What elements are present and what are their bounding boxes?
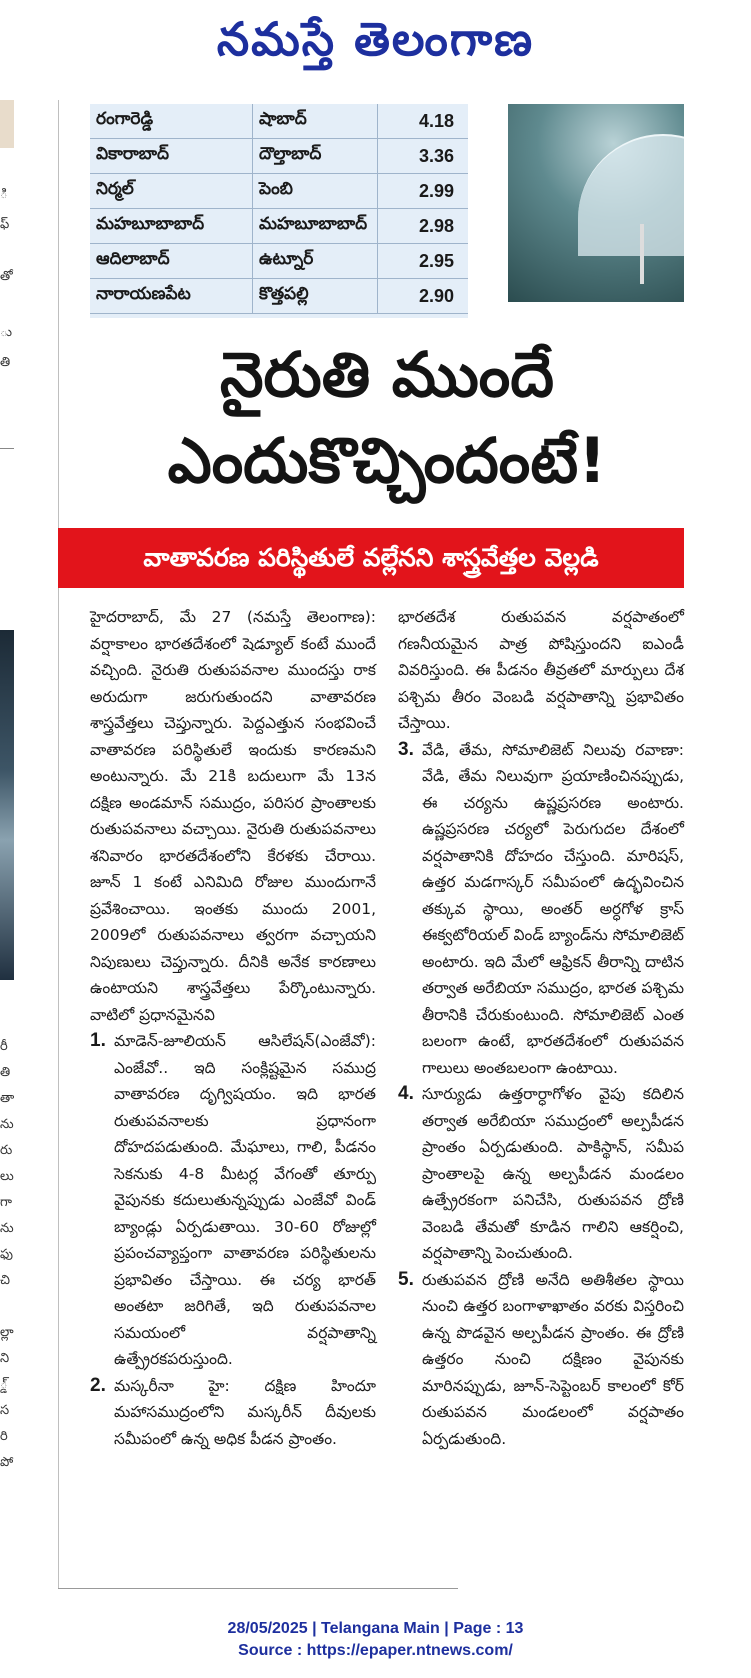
adjacent-text-fragment: రు [0,1143,13,1158]
point-number: 2. [90,1374,106,1396]
rainfall-value-cell: 3.36 [378,139,469,174]
adjacent-thumbnail [0,100,14,148]
article-column-left [90,604,376,1452]
point-text: సూర్యుడు ఉత్తరార్ధాగోళం వైపు కదిలిన తర్వాత అరేబియా సముద్రంలో అల్పపీడన ప్రాంతం ఏర్పడుతుంది. పాకిస్థాన్, సమీప ప్రాంతాలపై ఉన్న అల్పపీడన మండలం ఉత్ప్రేరకంగా పనిచేసి, రుతుపవన ద్రోణి వెంబడి తేమతో కూడిన గాలిని ఆకర్షించి, వర్షపాతాన్ని పెంచుతుంది. [422,1085,684,1262]
subheadline-banner: వాతావరణ పరిస్థితులే వల్లేనని శాస్త్రవేత్తల వెల్లడి [58,528,684,588]
adjacent-text-fragment: రి [0,1429,8,1444]
rainfall-value-cell: 2.98 [378,209,469,244]
numbered-point [90,1373,376,1453]
headline-line: నైరుతి ముందే [219,338,555,411]
divider [0,448,14,449]
rain-umbrella-photo [508,104,684,302]
headline [90,332,684,504]
umbrella-shape [578,134,684,256]
place-cell: దౌల్తాబాద్ [253,139,378,174]
adjacent-text-fragment: ఫ్ [0,217,10,232]
rainfall-value-cell: 2.90 [378,279,469,314]
numbered-point [398,1081,684,1267]
masthead: నమస్తే తెలంగాణ [216,12,535,66]
place-cell: ఉట్నూర్ [253,244,378,279]
table-row [90,104,468,139]
adjacent-text-fragment: లు [0,1169,14,1184]
table-row [90,139,468,174]
numbered-point [90,1028,376,1373]
adjacent-text-fragment: స [0,1403,10,1418]
adjacent-text-fragment: ను [0,1117,14,1132]
place-cell: పెంబి [253,174,378,209]
adjacent-text-fragment: ఫు [0,1247,13,1262]
point-text: మాడెన్-జూలియన్ ఆసిలేషన్(ఎంజేవో): ఎంజేవో.. ఇది సంక్లిష్టమైన సముద్ర వాతావరణ దృగ్విషయం. ఇది భారత రుతుపవనాలకు ప్రధానంగా దోహదపడుతుంది. మేఘాలు, గాలి, పీడనం సెకనుకు 4-8 మీటర్ల వేగంతో తూర్పు వైపునకు కదులుతున్నప్పుడు ఎంజేవో విండ్ బ్యాండ్లు ఏర్పడుతాయి. 30-60 రోజుల్లో ప్రపంచవ్యాప్తంగా వాతావరణ పరిస్థితులను ప్రభావితం చేస్తాయి. ఈ చర్య భారత్ అంతటా జరిగితే, ఇది రుతుపవనాల సమయంలో వర్షపాతాన్ని ఉత్ప్రేరకపరుస్తుంది. [114,1032,376,1368]
footer-source-link[interactable]: Source : https://epaper.ntnews.com/ [238,1642,513,1659]
adjacent-photo [0,630,14,980]
adjacent-text-fragment: తి [0,1065,11,1080]
rainfall-value-cell: 2.99 [378,174,469,209]
table-row [90,244,468,279]
point-number: 1. [90,1030,106,1051]
district-cell: ఆదిలాబాద్ [90,244,253,279]
numbered-point [398,737,684,1082]
adjacent-text-fragment: తి [0,355,11,370]
adjacent-text-fragment: పో [0,1455,14,1470]
table-row [90,209,468,244]
adjacent-text-fragment: చి [0,1273,10,1288]
place-cell: షాబాద్ [253,104,378,139]
headline-line: ఎందుకొచ్చిందంటే! [167,424,607,497]
place-cell: మహబూబాబాద్ [253,209,378,244]
adjacent-article-strip [0,100,14,1580]
district-cell: నిర్మల్ [90,174,253,209]
point-number: 4. [398,1083,414,1104]
adjacent-text-fragment: తో [0,269,13,284]
numbered-point [398,1267,684,1453]
point-text: రుతుపవన ద్రోణి అనేది అతిశీతల స్థాయి నుంచి ఉత్తర బంగాళాఖాతం వరకు విస్తరించి ఉన్న పొడవైన అల్పపీడన ప్రాంతం. ఈ ద్రోణి ఉత్తరం నుంచి దక్షిణం వైపునకు మారినప్పుడు, జూన్-సెప్టెంబర్ కాలంలో కోర్ రుతుపవన మండలంలో వర్షపాతం ఏర్పడుతుంది. [422,1270,684,1448]
point-number: 3. [398,738,414,760]
adjacent-text-fragment: ని [0,1351,10,1366]
table-row [90,279,468,314]
rainfall-value-cell: 4.18 [378,104,469,139]
table-row [90,174,468,209]
article-paragraph: భారతదేశ రుతుపవన వర్షపాతంలో గణనీయమైన పాత్ర పోషిస్తుందని ఐఎండీ వివరిస్తుంది. ఈ పీడనం తీవ్రతలో మార్పులు దేశ పశ్చిమ తీరం వెంబడి వర్షపాతాన్ని ప్రభావితం చేస్తాయి. [398,608,684,732]
point-text: వేడి, తేమ, సోమాలిజెట్ నిలువు రవాణా: వేడి, తేమ నిలువుగా ప్రయాణించినప్పుడు, ఈ చర్యను ఉష్ణప్రసరణ అంటారు. ఉష్ణప్రసరణ చర్యలో పెరుగుదల దేశంలో వర్షపాతానికి దోహదం చేస్తుంది. మారిషస్, ఉత్తర మడగాస్కర్ సమీపంలో ఉద్భవించిన తక్కువ స్థాయి, అంతర్ అర్ధగోళ క్రాస్ ఈక్వటోరియల్ విండ్ బ్యాండ్‌ను సోమాలిజెట్ అంటారు. ఇది మేలో ఆఫ్రికన్ తీరాన్ని దాటిన తర్వాత అరేబియా సముద్రం, భారత పశ్చిమ తీరానికి చేరుకుంటుంది. సోమాలిజెట్ ఎంత బలంగా ఉంటే, భారతదేశంలో రుతుపవన గాలులు అంతబలంగా ఉంటాయి. [422,740,684,1077]
adjacent-text-fragment: ను [0,1221,14,1236]
adjacent-text-fragment: రీ [0,1039,8,1054]
point-text: మస్కరీనా హై: దక్షిణ హిందూ మహాసముద్రంలోని మస్కరీన్ దీవులకు సమీపంలో ఉన్న అధిక పీడన ప్రాంతం. [114,1376,376,1448]
adjacent-text-fragment: ు [0,325,13,340]
umbrella-handle [640,224,644,284]
point-number: 5. [398,1268,414,1290]
column-divider [58,100,59,1588]
footer-date-edition: 28/05/2025 | Telangana Main | Page : 13 [227,1620,524,1637]
district-cell: రంగారెడ్డి [90,104,253,139]
adjacent-text-fragment: ల్లా [0,1325,14,1340]
adjacent-text-fragment: తా [0,1091,14,1106]
page-footer [0,1618,751,1662]
district-cell: మహబూబాబాద్ [90,209,253,244]
adjacent-text-fragment: గా [0,1195,12,1210]
district-cell: నారాయణపేట [90,279,253,314]
adjacent-text-fragment: ్డ్ [0,1377,8,1392]
adjacent-text-fragment: ి [0,187,8,202]
rainfall-value-cell: 2.95 [378,244,469,279]
bottom-rule [58,1588,458,1589]
rainfall-table [90,104,468,318]
district-cell: వికారాబాద్ [90,139,253,174]
article-paragraph: హైదరాబాద్, మే 27 (నమస్తే తెలంగాణ): వర్షాకాలం భారతదేశంలో షెడ్యూల్ కంటే ముందే వచ్చింది. నైరుతి రుతుపవనాల ముందస్తు రాక అరుదుగా జరుగుతుందని వాతావరణ శాస్త్రవేత్తలు చెప్తున్నారు. పెద్దఎత్తున సంభవించే వాతావరణ పరిస్థితులే ఇందుకు కారణమని అంటున్నారు. మే 21కి బదులుగా మే 13న దక్షిణ అండమాన్ సముద్రం, పరిసర ప్రాంతాలకు రుతుపవనాలు వచ్చాయి. నైరుతి రుతుపవనాలు శనివారం భారతదేశంలోని కేరళకు చేరాయి. జూన్ 1 కంటే ఎనిమిది రోజుల ముందుగానే ప్రవేశించాయి. ఇంతకు ముందు 2001, 2009లో రుతుపవనాలు త్వరగా వచ్చాయని నిపుణులు చెప్తున్నారు. దీనికి అనేక కారణాలు ఉంటాయని శాస్త్రవేత్తలు పేర్కొంటున్నారు. వాటిలో ప్రధానమైనవి [90,608,376,1024]
place-cell: కొత్తపల్లి [253,279,378,314]
article-column-right [398,604,684,1452]
